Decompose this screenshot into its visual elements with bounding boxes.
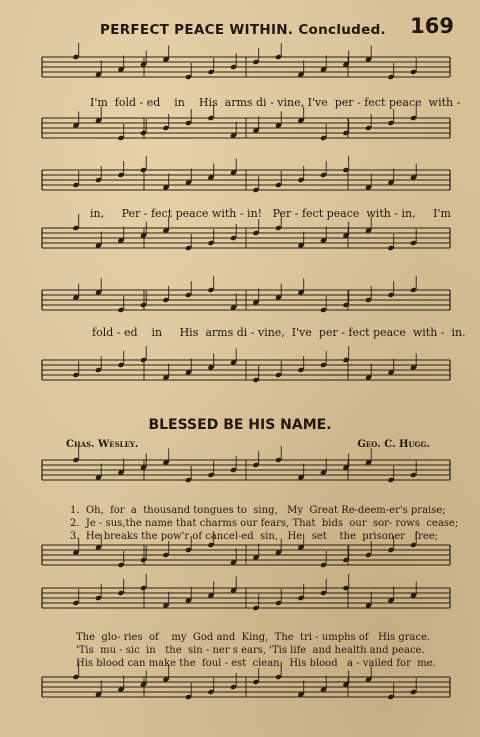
verse-3-line-2: His blood can make the foul - est clean; His blood a - vailed for me. [76,658,436,669]
verse-1-line-2: The glo- ries of my God and King, The tri - umphs of His grace. [76,632,431,643]
page-number: 169 [410,14,454,38]
note-heads [72,43,417,700]
lyric-line-1: I'm fold - ed in His arms di - vine, I've per - fect peace with - [90,96,461,109]
lyric-line-2: in, Per - fect peace with - in! Per - fect peace with - in, I'm [90,207,451,220]
composer-credit: Geo. C. Hugg. [357,439,430,450]
page-title: PERFECT PEACE WITHIN. Concluded. [100,22,386,38]
hymn-title: BLESSED BE HIS NAME. [148,417,332,433]
lyric-line-3: fold - ed in His arms di - vine, I've per - fect peace with - in. [92,326,466,339]
verse-2-line-1: 2. Je - sus,the name that charms our fears, That bids our sor- rows cease; [70,518,459,529]
author-credit: Chas. Wesley. [66,439,139,450]
verse-1-line-1: 1. Oh, for a thousand tongues to sing, My Great Re-deem-er's praise; [70,505,446,516]
verse-3-line-1: 3. He breaks the pow'r of cancel-ed sin, He set the prisoner free; [70,531,439,542]
verse-2-line-2: 'Tis mu - sic in the sin - ner s ears, 'Tis life and health and peace. [76,645,425,656]
